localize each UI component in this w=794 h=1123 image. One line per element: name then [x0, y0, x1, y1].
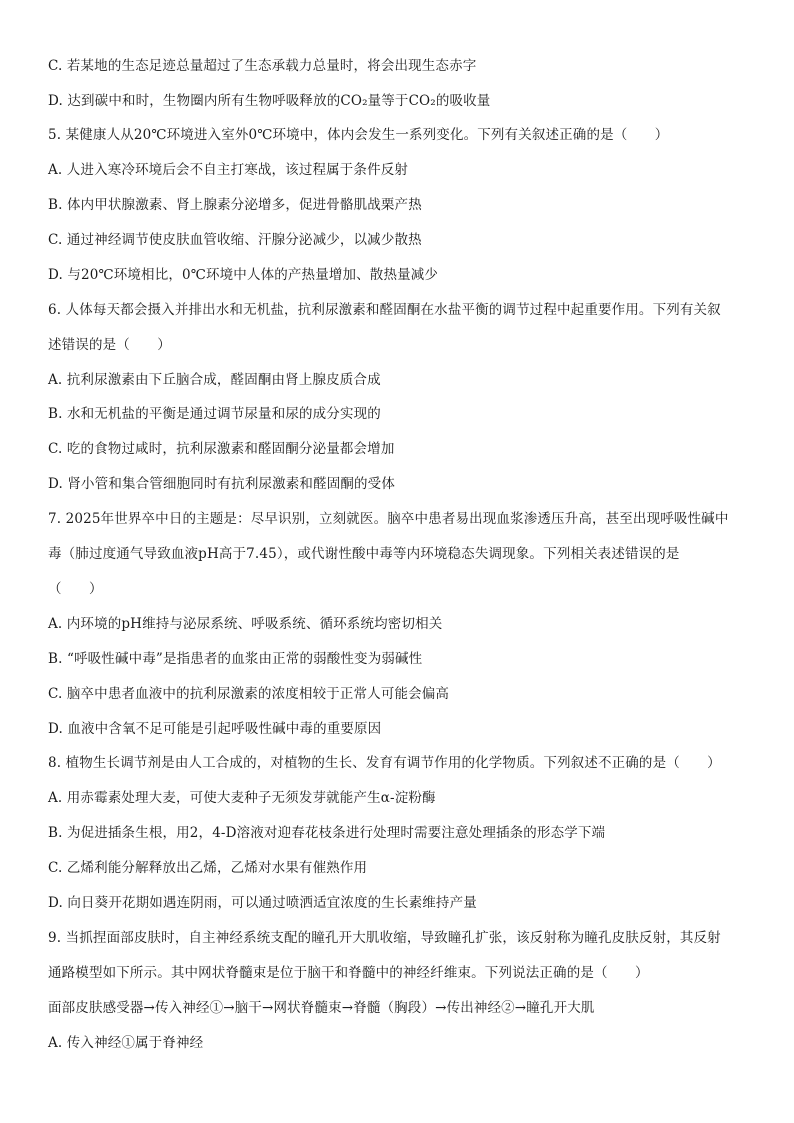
question-9-stem: 9. 当抓捏面部皮肤时，自主神经系统支配的瞳孔开大肌收缩，导致瞳孔扩张，该反射称为瞳孔皮肤反射，其反射: [48, 930, 721, 946]
q6-option-d: D. 肾小管和集合管细胞同时有抗利尿激素和醛固酮的受体: [48, 476, 395, 492]
question-7-bracket: （ ）: [48, 581, 103, 597]
question-6-stem-cont: 述错误的是（ ）: [48, 337, 171, 353]
q8-option-d: D. 向日葵开花期如遇连阴雨，可以通过喷洒适宜浓度的生长素维持产量: [48, 895, 477, 911]
question-9-stem-cont: 通路模型如下所示。其中网状脊髓束是位于脑干和脊髓中的神经纤维束。下列说法正确的是（ ）: [48, 965, 649, 981]
question-8-stem: 8. 植物生长调节剂是由人工合成的，对植物的生长、发育有调节作用的化学物质。下列叙述不正确的是（ ）: [48, 755, 721, 771]
q7-option-c: C. 脑卒中患者血液中的抗利尿激素的浓度相较于正常人可能会偏高: [48, 686, 450, 702]
q7-option-b: B. “呼吸性碱中毒”是指患者的血浆由正常的弱酸性变为弱碱性: [48, 651, 423, 667]
q6-option-c: C. 吃的食物过咸时，抗利尿激素和醛固酮分泌量都会增加: [48, 441, 395, 457]
reflex-pathway: 面部皮肤感受器→传入神经①→脑干→网状脊髓束→脊髓（胸段）→传出神经②→瞳孔开大肌: [48, 1000, 595, 1016]
question-7-stem: 7. 2025年世界卒中日的主题是：尽早识别，立刻就医。脑卒中患者易出现血浆渗透压升高，甚至出现呼吸性碱中: [48, 511, 729, 527]
q5-option-d: D. 与20℃环境相比，0℃环境中人体的产热量增加、散热量减少: [48, 267, 439, 283]
q8-option-b: B. 为促进插条生根，用2，4-D溶液对迎春花枝条进行处理时需要注意处理插条的形态学下端: [48, 825, 606, 841]
q6-option-b: B. 水和无机盐的平衡是通过调节尿量和尿的成分实现的: [48, 406, 381, 422]
q9-option-a: A. 传入神经①属于脊神经: [48, 1035, 204, 1051]
option-c: C. 若某地的生态足迹总量超过了生态承载力总量时，将会出现生态赤字: [48, 58, 477, 74]
q5-option-a: A. 人进入寒冷环境后会不自主打寒战，该过程属于条件反射: [48, 162, 409, 178]
q7-option-a: A. 内环境的pH维持与泌尿系统、呼吸系统、循环系统均密切相关: [48, 616, 443, 632]
q6-option-a: A. 抗利尿激素由下丘脑合成，醛固酮由肾上腺皮质合成: [48, 372, 381, 388]
q8-option-c: C. 乙烯利能分解释放出乙烯，乙烯对水果有催熟作用: [48, 860, 368, 876]
q8-option-a: A. 用赤霉素处理大麦，可使大麦种子无须发芽就能产生α-淀粉酶: [48, 790, 436, 806]
q5-option-b: B. 体内甲状腺激素、肾上腺素分泌增多，促进骨骼肌战栗产热: [48, 197, 422, 213]
question-5-stem: 5. 某健康人从20℃环境进入室外0℃环境中，体内会发生一系列变化。下列有关叙述正确的是（ ）: [48, 127, 669, 143]
q5-option-c: C. 通过神经调节使皮肤血管收缩、汗腺分泌减少，以减少散热: [48, 232, 422, 248]
option-d: D. 达到碳中和时，生物圈内所有生物呼吸释放的CO₂量等于CO₂的吸收量: [48, 93, 491, 109]
question-6-stem: 6. 人体每天都会摄入并排出水和无机盐，抗利尿激素和醛固酮在水盐平衡的调节过程中起重要作用。下列有关叙: [48, 302, 721, 318]
q7-option-d: D. 血液中含氧不足可能是引起呼吸性碱中毒的重要原因: [48, 721, 382, 737]
question-7-stem-cont: 毒（肺过度通气导致血液pH高于7.45），或代谢性酸中毒等内环境稳态失调现象。下列相关表述错误的是: [48, 546, 680, 562]
